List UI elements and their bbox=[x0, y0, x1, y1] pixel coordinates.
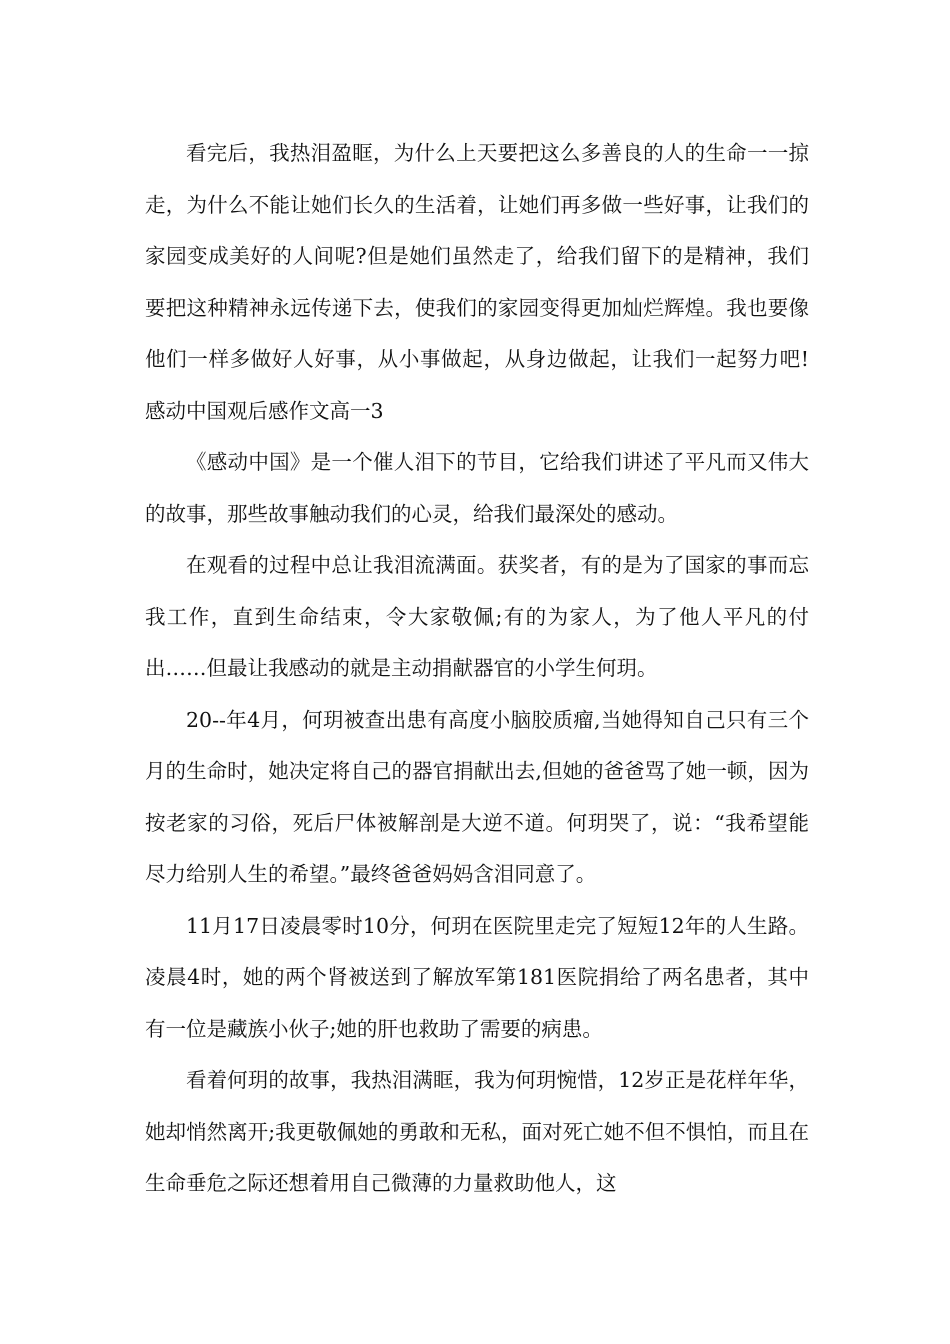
paragraph: 看着何玥的故事，我热泪满眶，我为何玥惋惜，12岁正是花样年华，她却悄然离开;我更敬佩她的勇敢和无私，面对死亡她不但不惧怕，而且在生命垂危之际还想着用自己微薄的力量救助他人，这 bbox=[145, 1068, 809, 1195]
paragraph: 看完后，我热泪盈眶，为什么上天要把这么多善良的人的生命一一掠走，为什么不能让她们长久的生活着，让她们再多做一些好事，让我们的家园变成美好的人间呢?但是她们虽然走了，给我们留下的是精神，我们要把这种精神永远传递下去，使我们的家园变得更加灿烂辉煌。我也要像他们一样多做好人好事，从小事做起，从身边做起，让我们一起努力吧!感动中国观后感作文高一3 bbox=[145, 141, 809, 423]
document-body bbox=[145, 128, 809, 1210]
paragraph: 《感动中国》是一个催人泪下的节目，它给我们讲述了平凡而又伟大的故事，那些故事触动我们的心灵，给我们最深处的感动。 bbox=[145, 450, 809, 526]
paragraph: 20--年4月，何玥被查出患有高度小脑胶质瘤,当她得知自己只有三个月的生命时，她决定将自己的器官捐献出去,但她的爸爸骂了她一顿，因为按老家的习俗，死后尸体被解剖是大逆不道。何玥哭了，说：“我希望能尽力给别人生的希望。”最终爸爸妈妈含泪同意了。 bbox=[145, 707, 809, 886]
paragraph: 在观看的过程中总让我泪流满面。获奖者，有的是为了国家的事而忘我工作，直到生命结束，令大家敬佩;有的为家人，为了他人平凡的付出……但最让我感动的就是主动捐献器官的小学生何玥。 bbox=[145, 553, 809, 680]
paragraph: 11月17日凌晨零时10分，何玥在医院里走完了短短12年的人生路。凌晨4时，她的两个肾被送到了解放军第181医院捐给了两名患者，其中有一位是藏族小伙子;她的肝也救助了需要的病患。 bbox=[145, 913, 809, 1041]
